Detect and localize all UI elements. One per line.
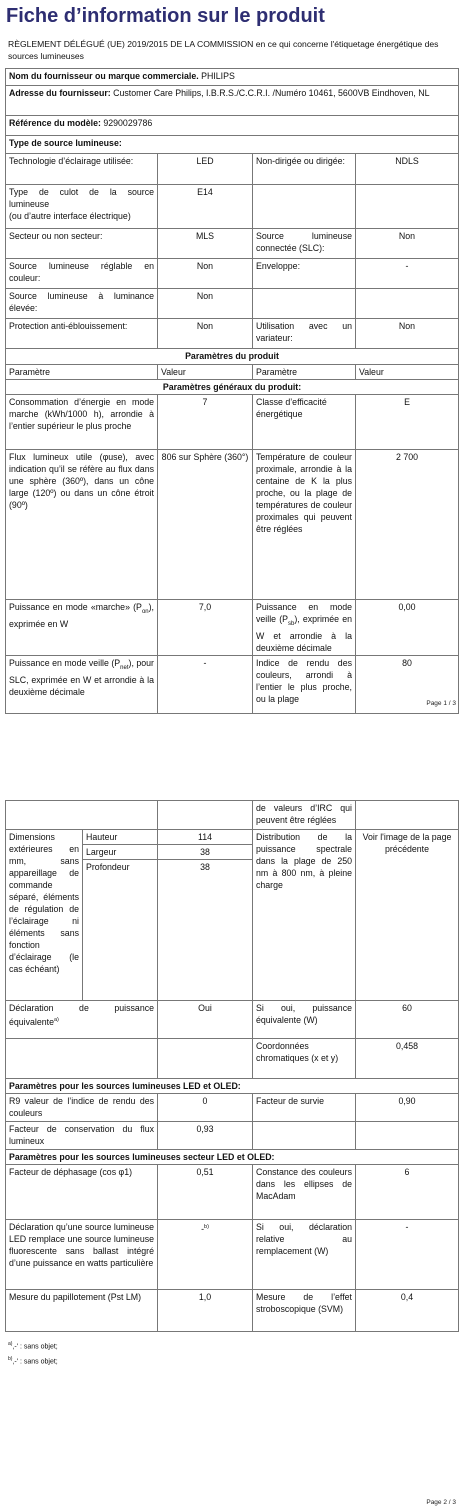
col-value-1: Valeur <box>158 365 253 380</box>
product-info-table-2 <box>5 800 459 1332</box>
glare-value: Non <box>158 319 253 349</box>
survival-value: 0,90 <box>356 1094 459 1122</box>
replace-claim-value: - <box>356 1220 459 1290</box>
envelope-label: Enveloppe: <box>253 259 356 289</box>
envelope-value: - <box>356 259 459 289</box>
pf-label: Facteur de déphasage (cos φ1) <box>6 1165 158 1220</box>
mains-led-header: Paramètres pour les sources lumineuses secteur LED et OLED: <box>6 1150 459 1165</box>
cri-continued: de valeurs d’IRC qui peuvent être réglées <box>253 801 356 830</box>
depth-label: Profondeur <box>83 860 158 1001</box>
flux-label: Flux lumineux utile (φuse), avec indication qu’il se réfère au flux dans une sphère (360º), dans un cône large (120º) ou dans un cône étroit (90º) <box>6 450 158 600</box>
supplier-label: Nom du fournisseur ou marque commerciale. <box>9 71 199 81</box>
cap-value: E14 <box>158 185 253 229</box>
depth-value: 38 <box>158 860 253 1001</box>
replace-claim-label: Si oui, déclaration relative au remplacement (W) <box>253 1220 356 1290</box>
class-value: E <box>356 395 459 450</box>
class-label: Classe d’efficacité énergétique <box>253 395 356 450</box>
cri-value: 80 <box>356 655 459 713</box>
page-title: Fiche d’information sur le produit <box>6 5 325 27</box>
empty-cell <box>356 801 459 830</box>
empty-cell <box>356 1122 459 1150</box>
width-label: Largeur <box>83 845 158 860</box>
glare-label: Protection anti-éblouissement: <box>6 319 158 349</box>
type-header: Type de source lumineuse: <box>6 136 459 154</box>
page-1 <box>0 0 461 710</box>
spectral-value: Voir l'image de la page précédente <box>356 830 459 1001</box>
maint-value: 0,93 <box>158 1122 253 1150</box>
footnote-b: $^{b)}$,-' : sans objet; <box>8 1356 58 1366</box>
tech-label: Technologie d’éclairage utilisée: <box>6 154 158 185</box>
psb-label: Puissance en mode veille $(P_{sb})$, exprimée en W et arrondie à la deuxième décimale <box>253 600 356 656</box>
cap-label-1: Type de culot de la source lumineuse <box>9 187 154 209</box>
macadam-label: Constance des couleurs dans les ellipses de MacAdam <box>253 1165 356 1220</box>
flicker-label: Mesure du papillotement (Pst LM) <box>6 1290 158 1332</box>
svm-label: Mesure de l’effet stroboscopique (SVM) <box>253 1290 356 1332</box>
cri-label: Indice de rendu des couleurs, arrondi à l’entier le plus proche, ou la plage <box>253 655 356 713</box>
empty-cell <box>356 289 459 319</box>
highlum-value: Non <box>158 289 253 319</box>
empty-cell <box>158 1039 253 1079</box>
supplier-value: PHILIPS <box>201 71 235 81</box>
replace-value: -$^{b)}$ <box>158 1220 253 1290</box>
colour-value: Non <box>158 259 253 289</box>
width-value: 38 <box>158 845 253 860</box>
replace-label: Déclaration qu’une source lumineuse LED remplace une source lumineuse fluorescente sans ballast intégré d’une puissance en watts particulière <box>6 1220 158 1290</box>
col-param-2: Paramètre <box>253 365 356 380</box>
tech-value: LED <box>158 154 253 185</box>
empty-cell <box>253 1122 356 1150</box>
page-2 <box>0 773 461 1510</box>
height-value: 114 <box>158 830 253 845</box>
general-header: Paramètres généraux du produit: <box>6 380 459 395</box>
cap-label <box>6 185 158 229</box>
empty-cell <box>253 289 356 319</box>
empty-cell <box>253 185 356 229</box>
model-value: 9290029786 <box>103 118 153 128</box>
pf-value: 0,51 <box>158 1165 253 1220</box>
cct-label: Température de couleur proximale, arrondie à la centaine de K la plus proche, ou la plage de températures de couleur proximales qui peuvent être réglées <box>253 450 356 600</box>
cap-label-2: (ou d’autre interface électrique) <box>9 211 131 221</box>
maint-label: Facteur de conservation du flux lumineux <box>6 1122 158 1150</box>
psb-value: 0,00 <box>356 600 459 656</box>
model-label: Référence du modèle: <box>9 118 101 128</box>
pon-value: 7,0 <box>158 600 253 656</box>
params-header: Paramètres du produit <box>6 349 459 365</box>
equiv-label: Déclaration de puissance équivalente$^{a)}$ <box>6 1001 158 1039</box>
flicker-value: 1,0 <box>158 1290 253 1332</box>
highlum-label: Source lumineuse à luminance élevée: <box>6 289 158 319</box>
survival-label: Facteur de survie <box>253 1094 356 1122</box>
macadam-value: 6 <box>356 1165 459 1220</box>
dims-label: Dimensions extérieures en mm, sans appareillage de commande séparé, éléments de régulation de l’éclairage ni éléments sans fonction d’éclairage (le cas échéant) <box>6 830 83 1001</box>
page-number: Page 2 / 3 <box>426 1499 456 1506</box>
empty-cell <box>6 801 158 830</box>
equiv-value: Oui <box>158 1001 253 1039</box>
slc-value: Non <box>356 229 459 259</box>
chroma-label: Coordonnées chromatiques (x et y) <box>253 1039 356 1079</box>
pon-label: Puissance en mode «marche» $(P_{on})$, exprimée en W <box>6 600 158 656</box>
empty-cell <box>6 1039 158 1079</box>
cct-value: 2 700 <box>356 450 459 600</box>
nondir-label: Non-dirigée ou dirigée: <box>253 154 356 185</box>
spectral-label: Distribution de la puissance spectrale dans la plage de 250 nm à 800 nm, à pleine charge <box>253 830 356 1001</box>
product-info-table-1 <box>5 68 459 714</box>
address-row <box>6 86 459 116</box>
mains-label: Secteur ou non secteur: <box>6 229 158 259</box>
pnet-value: - <box>158 655 253 713</box>
regulation-text: RÈGLEMENT DÉLÉGUÉ (UE) 2019/2015 DE LA COMMISSION en ce qui concerne l'étiquetage énergétique des sources lumineuses <box>8 39 439 61</box>
colour-label: Source lumineuse réglable en couleur: <box>6 259 158 289</box>
equiv-power-value: 60 <box>356 1001 459 1039</box>
col-value-2: Valeur <box>356 365 459 380</box>
empty-cell <box>356 185 459 229</box>
r9-label: R9 valeur de l’indice de rendu des couleurs <box>6 1094 158 1122</box>
nondir-value: NDLS <box>356 154 459 185</box>
empty-cell <box>158 801 253 830</box>
address-label: Adresse du fournisseur: <box>9 88 111 98</box>
r9-value: 0 <box>158 1094 253 1122</box>
dimmer-label: Utilisation avec un variateur: <box>253 319 356 349</box>
consumption-label: Consommation d’énergie en mode marche (kWh/1000 h), arrondie à l’entier supérieur le plus proche <box>6 395 158 450</box>
height-label: Hauteur <box>83 830 158 845</box>
led-header: Paramètres pour les sources lumineuses LED et OLED: <box>6 1079 459 1094</box>
slc-label: Source lumineuse connectée (SLC): <box>253 229 356 259</box>
consumption-value: 7 <box>158 395 253 450</box>
pnet-label: Puissance en mode veille $(P_{net})$, pour SLC, exprimée en W et arrondie à la deuxième décimale <box>6 655 158 713</box>
equiv-power-label: Si oui, puissance équivalente (W) <box>253 1001 356 1039</box>
chroma-value: 0,458 <box>356 1039 459 1079</box>
flux-value: 806 sur Sphère (360°) <box>158 450 253 600</box>
address-value: Customer Care Philips, I.B.R.S./C.C.R.I. /Numéro 10461, 5600VB Eindhoven, NL <box>113 88 430 98</box>
supplier-row <box>6 69 459 86</box>
page-number: Page 1 / 3 <box>426 700 456 707</box>
mains-value: MLS <box>158 229 253 259</box>
svm-value: 0,4 <box>356 1290 459 1332</box>
col-param-1: Paramètre <box>6 365 158 380</box>
footnote-a: $^{a)}$,-' : sans objet; <box>8 1341 58 1351</box>
dimmer-value: Non <box>356 319 459 349</box>
model-row <box>6 116 459 136</box>
